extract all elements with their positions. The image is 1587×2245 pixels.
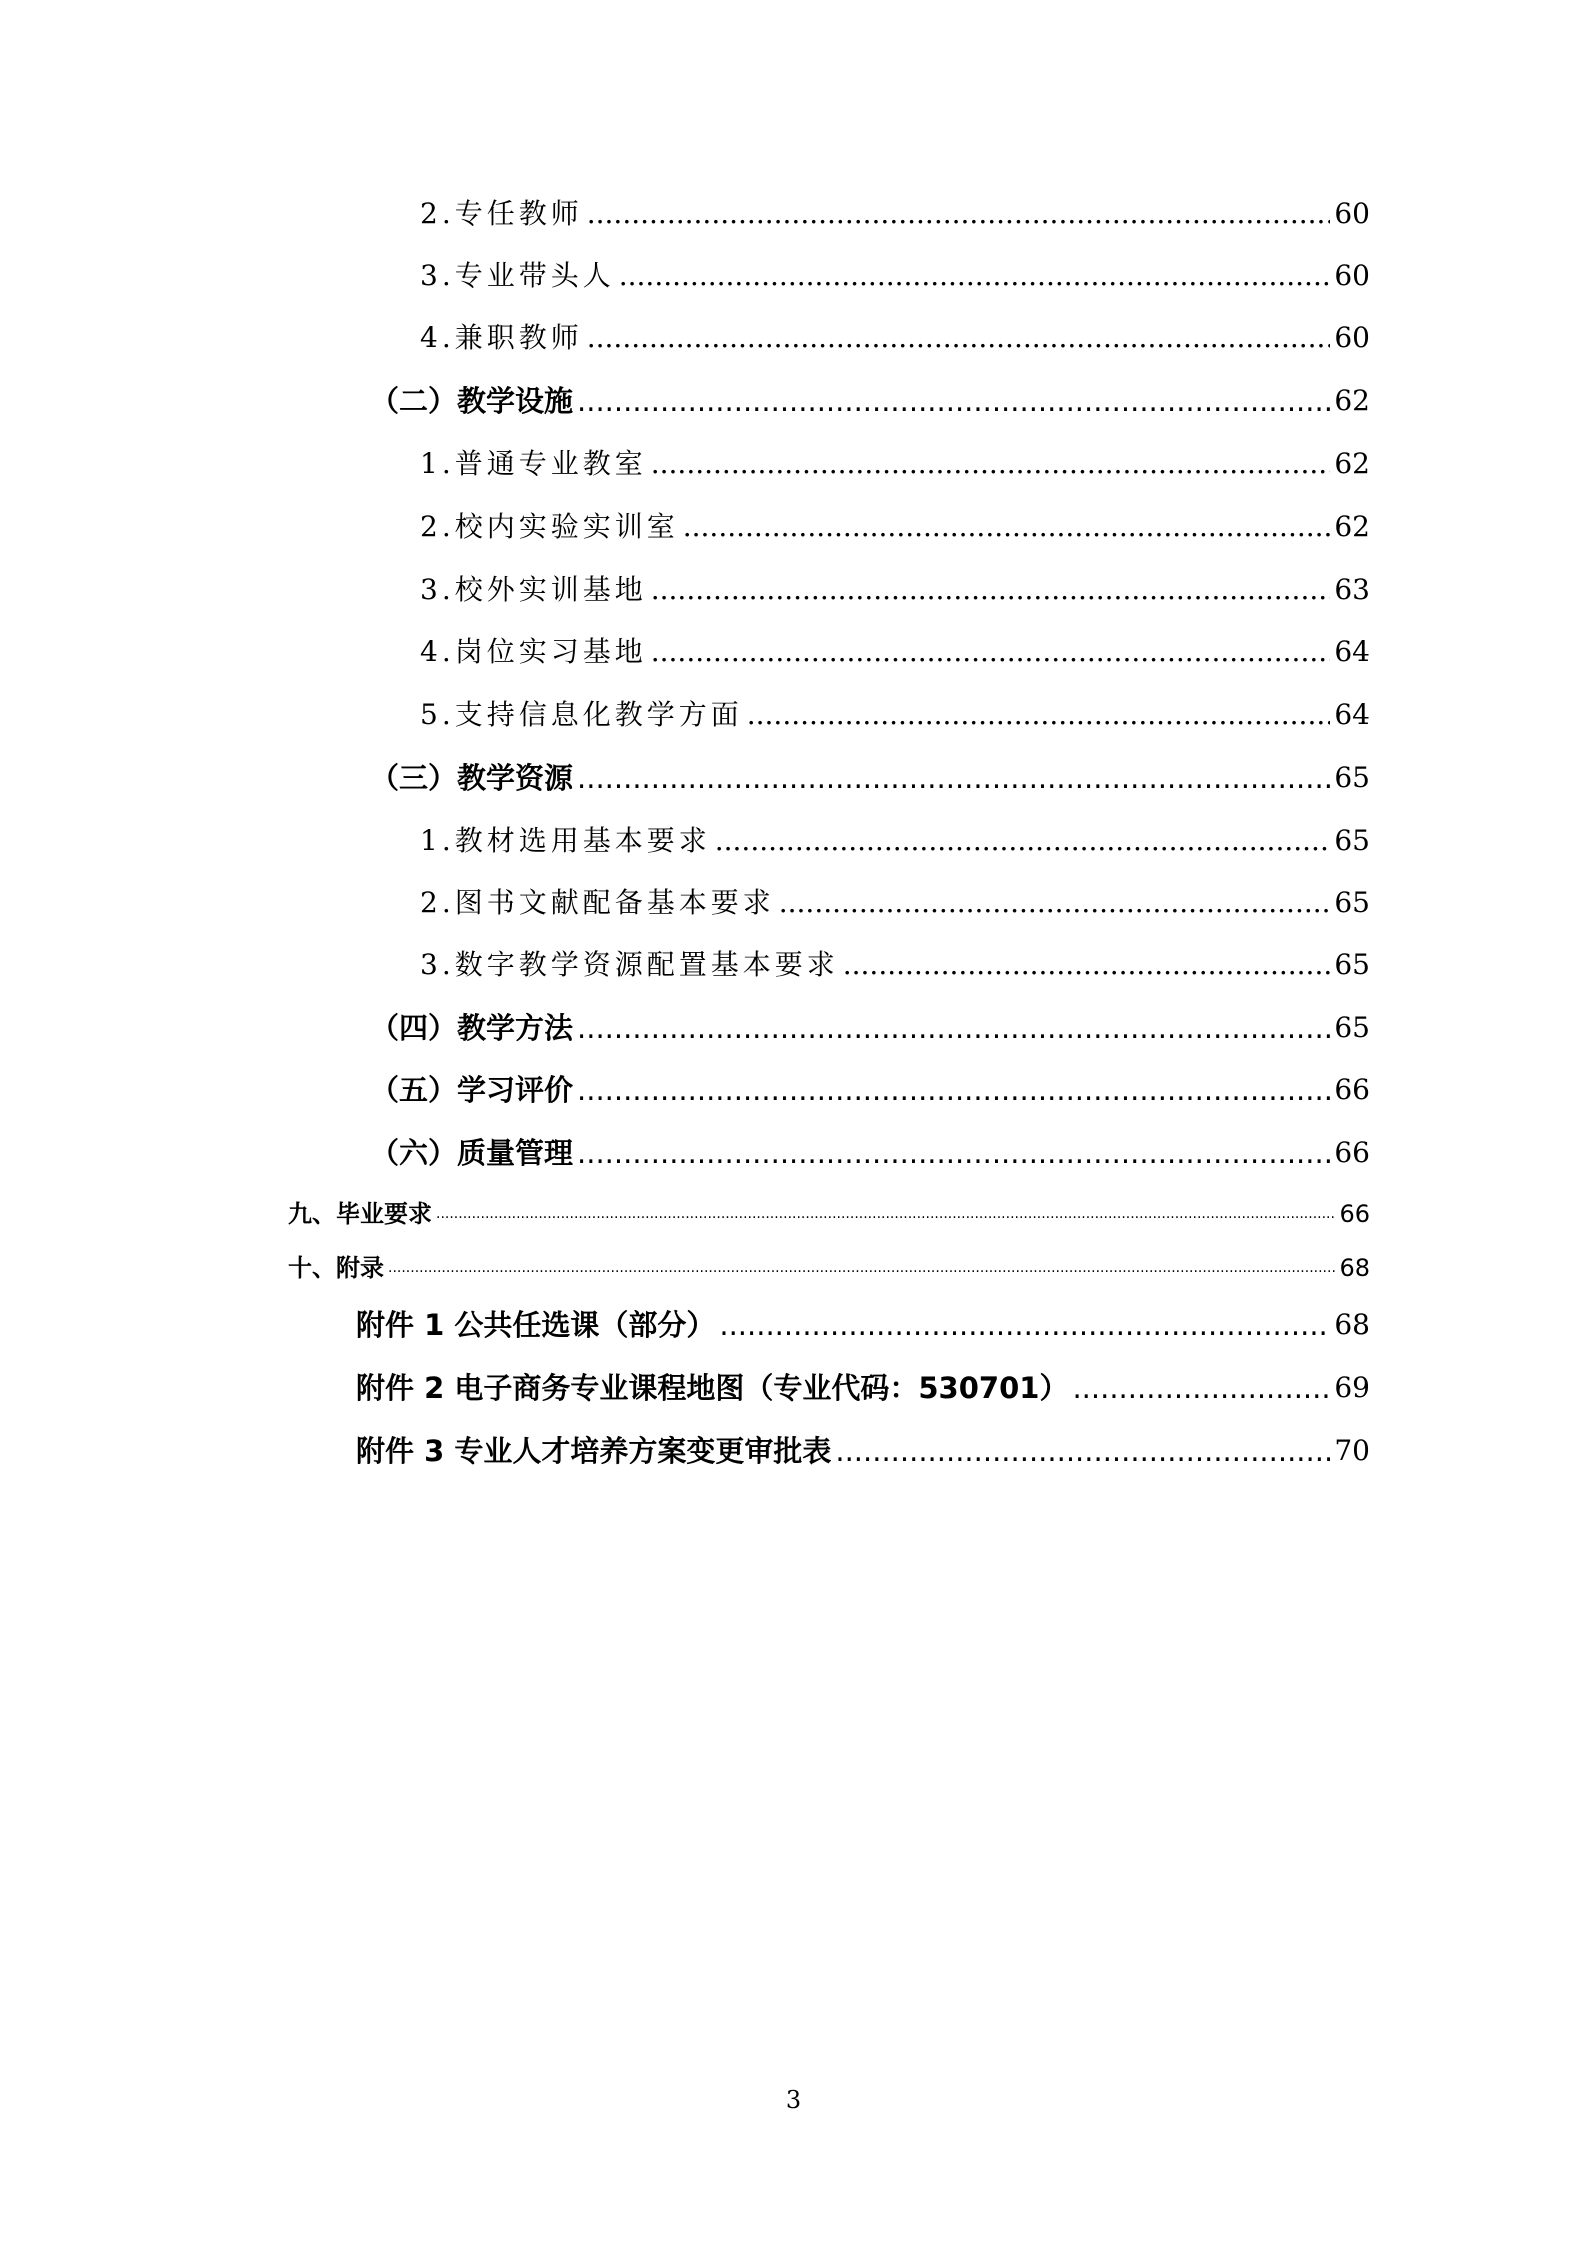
toc-entry-label: 3.校外实训基地 [420, 573, 647, 606]
toc-entry-label: （三）教学资源 [370, 761, 574, 795]
toc-entry-page: 60 [1334, 259, 1370, 292]
toc-entry-page: 68 [1334, 1308, 1370, 1341]
toc-entry-page: 66 [1334, 1136, 1370, 1169]
toc-entry[interactable] [370, 1008, 1370, 1048]
toc-entry[interactable] [420, 194, 1370, 234]
toc-entry-page: 65 [1334, 948, 1370, 981]
toc-entry-label: （五）学习评价 [370, 1073, 574, 1107]
toc-entry-label: 附件 1 公共任选课（部分） [356, 1308, 716, 1342]
toc-entry-page: 66 [1334, 1073, 1370, 1106]
toc-entry[interactable] [420, 695, 1370, 735]
toc-entry[interactable] [420, 256, 1370, 296]
toc-leader-dots [747, 695, 1331, 735]
toc-leader-dots [651, 570, 1331, 610]
toc-entry[interactable] [420, 570, 1370, 610]
toc-leader-dots [577, 1070, 1330, 1110]
toc-entry-label: 2.校内实验实训室 [420, 510, 679, 543]
toc-entry-page: 64 [1334, 635, 1370, 668]
toc-leader-dots [1072, 1367, 1330, 1409]
toc-leader-dots [715, 821, 1331, 861]
toc-entry-label: 2.图书文献配备基本要求 [420, 886, 775, 919]
toc-leader-dots [719, 1304, 1330, 1346]
toc-leader-dots [835, 1430, 1330, 1472]
toc-entry[interactable] [288, 1252, 1370, 1284]
toc-entry[interactable] [370, 758, 1370, 798]
toc-entry[interactable] [420, 444, 1370, 484]
toc-entry-label: （四）教学方法 [370, 1011, 574, 1045]
toc-entry-page: 60 [1334, 321, 1370, 354]
toc-entry-label: 2.专任教师 [420, 197, 583, 230]
toc-leader-dots [436, 1198, 1335, 1230]
toc-entry-label: 1.教材选用基本要求 [420, 824, 711, 857]
toc-leader-dots [587, 194, 1331, 234]
toc-entry[interactable] [420, 883, 1370, 923]
toc-leader-dots [779, 883, 1331, 923]
toc-leader-dots [577, 1008, 1330, 1048]
toc-entry-label: 3.数字教学资源配置基本要求 [420, 948, 839, 981]
toc-leader-dots [577, 758, 1330, 798]
toc-leader-dots [683, 507, 1331, 547]
toc-leader-dots [843, 945, 1331, 985]
toc-entry-label: 1.普通专业教室 [420, 447, 647, 480]
toc-entry-page: 65 [1334, 824, 1370, 857]
toc-entry-label: 附件 3 专业人才培养方案变更审批表 [356, 1434, 832, 1468]
toc-entry-label: 附件 2 电子商务专业课程地图（专业代码：530701） [356, 1371, 1069, 1405]
toc-entry-label: 十、附录 [288, 1254, 384, 1282]
toc-leader-dots [577, 1133, 1330, 1173]
toc-entry[interactable] [370, 381, 1370, 421]
toc-entry-label: 4.岗位实习基地 [420, 635, 647, 668]
toc-leader-dots [651, 444, 1331, 484]
toc-entry-page: 60 [1334, 197, 1370, 230]
toc-entry-label: 4.兼职教师 [420, 321, 583, 354]
toc-leader-dots [577, 381, 1330, 421]
toc-entry-page: 62 [1334, 447, 1370, 480]
toc-entry[interactable] [420, 318, 1370, 358]
toc-entry-page: 69 [1334, 1371, 1370, 1404]
toc-entry[interactable] [370, 1133, 1370, 1173]
toc-entry[interactable] [420, 821, 1370, 861]
toc-entry-label: （二）教学设施 [370, 384, 574, 418]
toc-entry-label: （六）质量管理 [370, 1136, 574, 1170]
toc-entry[interactable] [356, 1304, 1370, 1346]
toc-entry-page: 63 [1334, 573, 1370, 606]
toc-entry-label: 3.专业带头人 [420, 259, 615, 292]
toc-entry[interactable] [356, 1430, 1370, 1472]
toc-leader-dots [587, 318, 1331, 358]
toc-entry-page: 64 [1334, 698, 1370, 731]
toc-entry-page: 66 [1339, 1200, 1370, 1228]
toc-entry-page: 62 [1334, 384, 1370, 417]
toc-entry-page: 65 [1334, 761, 1370, 794]
toc-leader-dots [388, 1252, 1335, 1284]
toc-entry[interactable] [420, 632, 1370, 672]
toc-entry-page: 65 [1334, 886, 1370, 919]
toc-entry[interactable] [420, 945, 1370, 985]
toc-entry-label: 5.支持信息化教学方面 [420, 698, 743, 731]
toc-entry-page: 65 [1334, 1011, 1370, 1044]
toc-leader-dots [619, 256, 1331, 296]
toc-entry[interactable] [356, 1367, 1370, 1409]
page-number: 3 [785, 2086, 802, 2114]
toc-entry-page: 62 [1334, 510, 1370, 543]
toc-entry[interactable] [420, 507, 1370, 547]
toc-leader-dots [651, 632, 1331, 672]
toc-entry-page: 70 [1334, 1434, 1370, 1467]
toc-entry[interactable] [370, 1070, 1370, 1110]
toc-entry-page: 68 [1339, 1254, 1370, 1282]
toc-entry[interactable] [288, 1198, 1370, 1230]
toc-entry-label: 九、毕业要求 [288, 1200, 432, 1228]
